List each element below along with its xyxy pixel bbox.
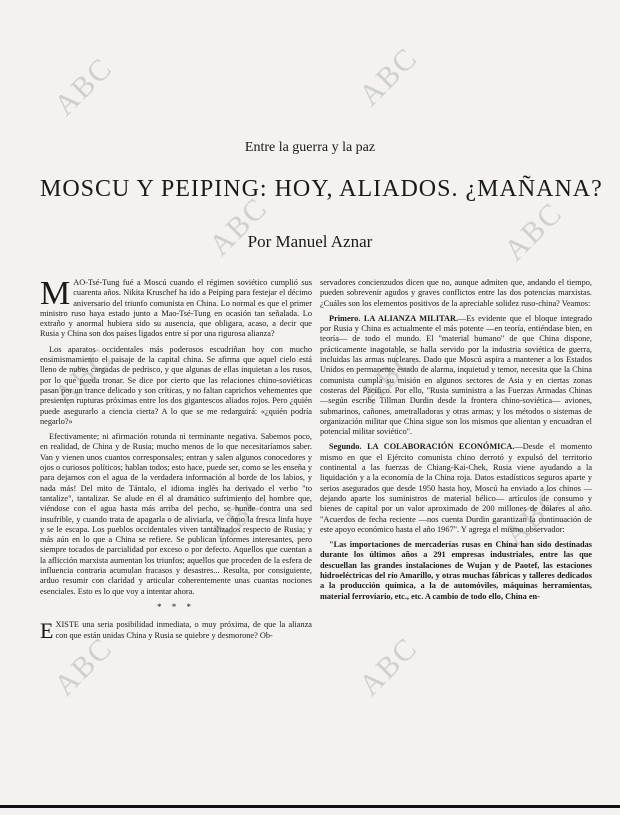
- watermark-abc: ABC: [202, 191, 275, 263]
- watermark-abc: ABC: [202, 481, 275, 553]
- drop-cap: M: [40, 278, 71, 312]
- paragraph: servadores concienzudos dicen que no, aunque admiten que, andando el tiempo, pueden sobrevenir agudos y graves conflictos entre las dos potencias marxistas. ¿Cuáles son los elementos positivos de la apreciable solidez ruso-china? Veamos:: [320, 278, 592, 308]
- left-column: [40, 278, 312, 798]
- watermark-abc: ABC: [497, 196, 570, 268]
- bottom-rule: [0, 805, 620, 808]
- paragraph: EXISTE una seria posibilidad inmediata, o muy próxima, de que la alianza con que están unidas China y Rusia se quiebre y desmorone? Ob-: [40, 618, 312, 644]
- section-economic-collaboration: Segundo. LA COLABORACIÓN ECONÓMICA.—Desde el momento mismo en que el Ejército comunista chino derrotó y expulsó del territorio continental a las fuerzas de Chiang-Kai-Chek, Rusia viene ayudando a la liquidación y a la economía de la China roja. Datos estadísticos seguros aparte y serios asegurados que desde 1950 hasta hoy, Moscú ha enviado a los chinos —dejando aparte los suministros de material bélico— artículos de consumo y bienes de capital por un valor aproximado de 200 millones de dólares al año. "Acuerdos de fecha reciente —nos cuenta Durdin garantizan la continuación de este apoyo económico hasta el año 1967". Y agrega el mismo observador:: [320, 442, 592, 534]
- section-military-alliance: Primero. LA ALIANZA MILITAR.—Es evidente que el bloque integrado por Rusia y China es actualmente el más potente —en teoría, entiéndase bien, en teoría— de todo el mundo. El "material humano" de que China dispone, prácticamente inagotable, se halla servido por la industria soviética de guerra, incluidas las armas nucleares. Dado que Moscú aspira a mantener a los Estados Unidos en permanente estado de alarma, inquietud y temor, necesita que la China comunista cumpla su misión en algunos sectores de Asia y en ciertas zonas costeras del Pacífico. Por ello, "Rusia suministra a las Fuerzas Armadas Chinas —según escribe Tillman Durdin desde la frontera chino-soviética— aviones, submarinos, cañones, ametralladoras y otras armas; y los métodos o sistemas de organización militar que China sigue son los mismos que alientan y encuadran el potencial militar soviético".: [320, 313, 592, 437]
- block-quote: "Las importaciones de mercaderías rusas en China han sido destinadas durante los últimos años a 291 empresas industriales, entre las que descuellan las grandes instalaciones de Wujan y de Paotef, las estaciones hidroeléctricas del río Amarillo, y otras muchas fábricas y talleres dedicados a la producción química, a la de automóviles, máquinas herramientas, material ferroviario, etc., etc. A cambio de todo ello, China en-: [320, 540, 592, 601]
- paragraph: Efectivamente; ni afirmación rotunda ni terminante negativa. Sabemos poco, en realidad, de China y de Rusia; mucho menos de lo que necesitaríamos saber. Van y vienen unos cuantos corresponsales; entran y salen algunos conocedores y ojos o curiosos políticos; hablan todos; esto hace, puede ser, como se les enseña y para dejarnos con el agua de la verdadera información al borde de los labios, y nada más! Del mito de Tántalo, el idioma inglés ha derivado el verbo "to tantalize", tantalizar. Se alude en él al dramático sufrimiento del hombre que, viéndose con el agua hasta más arriba del pecho, se hunde contra una sed insufrible, y cuando trata de apagarla o de aliviarla, ve cómo la fresca linfa huye y se le escapa. Los pueblos occidentales viven tantalizados respecto de Rusia; y más aún en lo que a China se refiere. Se publican informes interesantes, pero siempre tocados de parcialidad por exceso o por defecto. Aquellos que cuentan a la aflicción marxista aumentan los triunfos; aquellos que proceden de la esfera de influencia contraria acumulan fracasos y desastres... Resulta, por consiguiente, arduo resumir con claridad y articular coherentemente unas cuantas nociones esenciales. Esto es lo que voy a intentar ahora.: [40, 432, 312, 596]
- watermark-abc: ABC: [47, 631, 120, 703]
- watermark-abc: ABC: [352, 341, 425, 413]
- kicker: Entre la guerra y la paz: [244, 140, 376, 155]
- watermark-abc: ABC: [497, 481, 570, 553]
- right-column: [320, 278, 592, 800]
- drop-cap: E: [40, 618, 54, 644]
- headline: MOSCU Y PEIPING: HOY, ALIADOS. ¿MAÑANA?: [40, 176, 603, 202]
- section-lead: Segundo. LA COLABORACIÓN ECONÓMICA.: [329, 442, 515, 452]
- watermark-abc: ABC: [47, 341, 120, 413]
- paragraph: MAO-Tsé-Tung fué a Moscú cuando el régimen soviético cumplió sus cuarenta años. Nikita Kruschef ha ido a Peiping para festejar el décimo aniversario del triunfo comunista en China. Lo normal es que el primer ministro ruso haya estado junto a Mao-Tsé-Tung en ocasión tan señalada. Lo extraño y anormal hubiera sido su ausencia, que obligara, acaso, a decir que Rusia y China son dos países ligados entre sí por una rigurosa alianza?: [40, 278, 312, 339]
- watermark-abc: ABC: [352, 631, 425, 703]
- watermark-abc: ABC: [352, 41, 425, 113]
- paragraph: Los aparatos occidentales más poderosos escudriñan hoy con mucho ensimismamiento el paisaje de la capital china. Se afirma que aquel cielo está lleno de nubes cargadas de pedrisco, y que algunas de ellas inquietan a los rusos, por lo que pueda tronar. Se dice por cierto que las relaciones chino-soviéticas pasan por un trance delicado y son críticas, y no faltan caprichos vehementes que presienten rupturas próximas entre los dos gigantescos aliados rojos. Pero ¿quién puede asegurarlo a ciencia cierta? A lo que se me redarguirá: «¿quién podría negarlo?»: [40, 344, 312, 426]
- section-lead: Primero. LA ALIANZA MILITAR.: [329, 313, 459, 323]
- section-divider: * * *: [157, 601, 195, 612]
- watermark-abc: ABC: [47, 51, 120, 123]
- byline: Por Manuel Aznar: [247, 232, 373, 251]
